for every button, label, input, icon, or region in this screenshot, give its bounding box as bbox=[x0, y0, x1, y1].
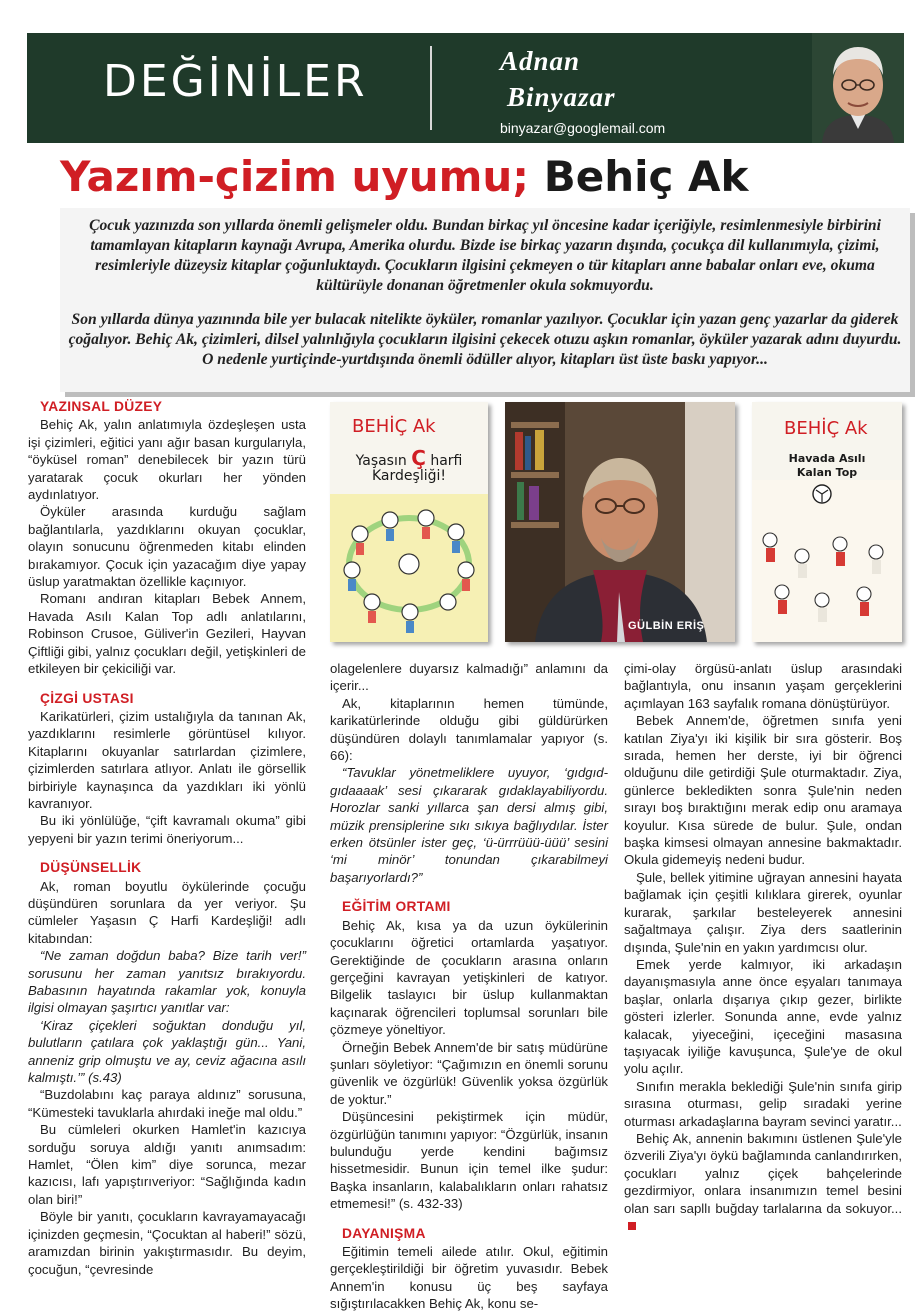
book2-title-line1: Havada Asılı bbox=[788, 452, 866, 465]
paragraph: Bu cümleleri okurken Hamlet'in kazıcıya sorduğu soruya aldığı yanıtı anımsadım: Hamlet, “Ölen kim” diye sorunca, mezar kazıcısı, lafı yapıştırıveriyor: “Sağlığında kadın olan biri!” bbox=[28, 1122, 306, 1207]
column-3 bbox=[624, 660, 902, 1234]
author-first-name: Adnan bbox=[500, 46, 581, 76]
book1-author: BEHİÇ Ak bbox=[352, 416, 436, 437]
article-title bbox=[60, 152, 748, 201]
final-paragraph-text: Behiç Ak, annenin bakımını üstlenen Şule'yle özverili Ziya'yı öykü bağlamında canlandırırken, çocukları yalnız çiçek bahçelerinde gezdirmiyor, onlara insanımızın temel besini olan sarı sapllı buğday tarlalarına da sokuyor... bbox=[624, 1130, 902, 1216]
book1-title-word1: Yaşasın bbox=[355, 453, 407, 469]
paragraph: çimi-olay örgüsü-anlatı üslup arasındaki bağlantıyla, onu insanın yaşam gerçeklerini açımlayan 163 sayfalık romana dönüştürüyor. bbox=[624, 661, 902, 711]
paragraph: Sınıfın merakla beklediği Şule'nin sınıfa girip sırasına oturması, gelip sıradaki yerine oturması arkadaşlarına bayram sevinci yaratır... bbox=[624, 1078, 902, 1129]
quote-paragraph: “Ne zaman doğdun baba? Bize tarih ver!” sorusunu her zaman yanıtsız bırakıyordu. Babasının hayatında rakamlar yok, konuyla ilgisi olmayan şaşırtıcı yanıtlar var: bbox=[28, 948, 306, 1016]
paragraph: “Buzdolabını kaç paraya aldınız” sorusuna, “Kümesteki tavuklarla ahırdaki ineğe mal oldu.” bbox=[28, 1087, 306, 1120]
column-1 bbox=[28, 398, 306, 1278]
paragraph: Ak, kitaplarının hemen tümünde, karikatürlerinde olduğu gibi güldürürken düşündüren dolaylı tanımlamalar yapıyor (s. 66): bbox=[330, 695, 608, 764]
author-email: binyazar@googlemail.com bbox=[500, 120, 666, 136]
section-title: DEĞİNİLER bbox=[103, 56, 368, 107]
subheading-egitim-ortami: EĞİTİM ORTAMI bbox=[342, 899, 451, 915]
paragraph: Eğitimin temeli ailede atılır. Okul, eğitimin gerçekleştirildiği bir öğretim yuvasıdır. Bebek Annem'in konusu üç beş sayfaya sığıştırılacakken Behiç Ak, konu se- bbox=[330, 1244, 608, 1312]
header-divider bbox=[430, 46, 432, 130]
paragraph: Behiç Ak, kısa ya da uzun öykülerinin çocuklarını öğretici ortamlarda yaşatıyor. Gerektiğinde de çocukların arasına onların gerçeğini kavrayan yetişkinleri de katıyor. Bilgelik taslayıcı bir üslup kullanmaktan kaçınarak öğrencileri toplumsal sorunları bile çözmeye yöneltiyor. bbox=[330, 917, 608, 1038]
author-portrait bbox=[812, 33, 904, 143]
subheading-dayanisma: DAYANIŞMA bbox=[342, 1225, 426, 1241]
quote-paragraph: “Tavuklar yönetmeliklere uyuyor, ‘gıdgıd-gıdaaaak’ sesi çıkararak gıdaklayabiliyordu. Horozlar sanki yıllarca şan dersi almış gibi, müzik prensiplerine sıkı sıkıya bağlıydılar. İster erken ötsünler ister geç, ‘ü-ürrrüüü-üüü’ sesini ‘mi minör’ tonundan çıkarabilmeyi başarıyorlardı?” bbox=[330, 765, 608, 885]
book2-author: BEHİÇ Ak bbox=[784, 418, 868, 439]
column-2 bbox=[330, 660, 608, 1313]
paragraph: Bu iki yönlülüğe, “çift kavramalı okuma” gibi yepyeni bir yazın terimi öneriyorum... bbox=[28, 813, 306, 846]
paragraph: Örneğin Bebek Annem'de bir satış müdürüne şunları söyletiyor: “Çağımızın en önemli sorunu güvenlik ve özgürlük! Güvenlik yoksa özgürlük de yoktur.” bbox=[330, 1039, 608, 1107]
subheading-yazinsal-duzey: YAZINSAL DÜZEY bbox=[40, 399, 163, 414]
paragraph: Düşüncesini pekiştirmek için müdür, özgürlüğün tanımını yapıyor: “Özgürlük, insanın bulunduğu yerde kendini bağımsız hissetmesidir. Bunun için temel ilke şudur: Başka insanların, kalabalıkların onları rahatsız etmemesi!” (s. 432-33) bbox=[330, 1109, 608, 1212]
paragraph: Ak, roman boyutlu öykülerinde çocuğu düşündüren sorunlara da yer veriyor. Şu cümleler Yaşasın Ç Harfi Kardeşliği! adlı kitabından: bbox=[28, 878, 306, 946]
lead-paragraph-1: Çocuk yazınızda son yıllarda önemli gelişmeler oldu. Bundan birkaç yıl öncesine kadar içeriğiyle, resimlenmesiyle birbirini tamamlayan kitapların kaynağı Avrupa, Amerika olurdu. Bizde ise birkaç yazarın dışında, çocukça dil kullanımıyla, çizimi, resimleriyle düzeysiz kitaplar çoğunluktaydı. Çocukların ilgisini çekmeyen o tür kitapları anne babalar onları eve, okuma kültürüyle donanan öğretmenler okula sokmuyordu. bbox=[89, 217, 881, 294]
paragraph: Öyküler arasında kurduğu sağlam bağlantılarla, yazdıklarını okuyan çocuklar, olayın sonucunu öğrenmeden kitabı elinden bırakamıyor. Çocuk için yazacağım diye yapay üslup yaratmaktan özellikle kaçınıyor. bbox=[28, 504, 306, 590]
paragraph: Bebek Annem'de, öğretmen sınıfa yeni katılan Ziya'yı iki kişilik bir sıra gösterir. Boş sırada, hemen her derste, iyi bir öğrenci olduğunu dile getirdiği Şule oturmaktadır. Ziya, günlerce bekledikten sonra Şule'nin neden sırayı boş bıraktığını merak edip onu aramaya koyulur. Kısa sürede de bulur. Şule, ondan başka kimsesi olmayan annesine bakmaktadır. Okula gidemeyiş nedeni budur. bbox=[624, 713, 902, 868]
title-subject: Behiç Ak bbox=[543, 152, 749, 201]
title-main: Yazım-çizim uyumu; bbox=[60, 152, 530, 201]
quote-paragraph: ‘Kiraz çiçekleri soğuktan donduğu yıl, bulutların çatılara çok yaklaştığı gün... Yani, anneniz grip olmuştu ve ay, ceviz ağacına asılı kalmıştı.’” (s.43) bbox=[28, 1017, 306, 1086]
paragraph: olagelenlere duyarsız kalmadığı” anlamını da içerir... bbox=[330, 661, 608, 694]
author-last-name: Binyazar bbox=[507, 82, 616, 112]
book1-title-word3: Kardeşliği! bbox=[372, 468, 446, 484]
lead-paragraph-2: Son yıllarda dünya yazınında bile yer bulacak nitelikte öyküler, romanlar yazılıyor. Çocuklar için yazan genç yazarlar da giderek çoğalıyor. Behiç Ak, çizimleri, dilsel yalınlığıyla çocukların ilgisini çekecek otuzu aşkın romanlar, öyküler yazarak adını duyurdu. O nedenle yurtiçinde-yurtdışında önemli ödüller alıyor, kitapları üst üste baskı yapıyor... bbox=[68, 311, 902, 368]
book2-illustration bbox=[752, 480, 902, 642]
book1-illustration bbox=[330, 494, 488, 642]
subheading-cizgi-ustasi: ÇİZGİ USTASI bbox=[40, 690, 134, 706]
end-mark-icon bbox=[628, 1222, 636, 1230]
photo-credit: GÜLBİN ERİŞ bbox=[628, 620, 705, 632]
behic-ak-photo bbox=[505, 402, 735, 642]
book1-title-letter: Ç bbox=[411, 446, 426, 470]
paragraph: Karikatürleri, çizim ustalığıyla da tanınan Ak, yazdıklarını resimlerle görüntüsel kılıyor. Kitaplarını okuyanlar satırlardan çizimlere, çizimlerden satırlara atlıyor. Anlatı ile görsellik birbiriyle kaynaşınca da yazdıkları iki yönlü kavranıyor. bbox=[28, 708, 306, 811]
paragraph: Romanı andıran kitapları Bebek Annem, Havada Asılı Kalan Top adlı anlatılarını, Robinson Crusoe, Güliver'in Gezileri, Hayvan Çiftliği gibi, yalnız çocukları değil, yetişkinleri de etkileyen bir çekiciliği var. bbox=[28, 591, 306, 677]
paragraph: Emek yerde kalmıyor, iki arkadaşın dayanışmasıyla anne önce eşyaları tanımaya başlar, onlarla dışarıya çıkıp gezer, birlikte gösteri izlerler. Sonunda anne, evde yalnız kalacak, yiyeceğini, içeceğini masasına taşıyacak iyiliğe kavuşunca, Şule'ye de okul yolu açılır. bbox=[624, 956, 902, 1077]
subheading-dusunsellik: DÜŞÜNSELLİK bbox=[40, 860, 142, 876]
portrait-illustration bbox=[505, 402, 735, 642]
book1-title-word2: harfi bbox=[430, 453, 463, 469]
book2-title-line2: Kalan Top bbox=[796, 466, 858, 479]
book-cover-yasasin-c-harfi bbox=[330, 402, 488, 642]
final-paragraph bbox=[624, 1130, 902, 1234]
paragraph: Behiç Ak, yalın anlatımıyla özdeşleşen usta işi çizimleri, eğitici yanı ağır basan kurgularıyla, “öyküsel roman” denebilecek bir yazın türü yaratarak çocuk okurları her yönden aydınlatıyor. bbox=[28, 417, 306, 503]
book-cover-havada-asili-kalan-top bbox=[752, 402, 902, 642]
paragraph: Böyle bir yanıtı, çocukların kavrayamayacağı içinizden geçmesin, “Çocuktan al haberi!” sözü, aramızdan birinin yakıştırmasıdır. Bu deyim, çocuğun, “çevresinde bbox=[28, 1209, 306, 1277]
paragraph: Şule, bellek yitimine uğrayan annesini hayata bağlamak için çeşitli kılıklara girerek, oyunlar kurarak, şarkılar besteleyerek annesini sağaltmaya çalışır. Ziya ders saatlerinin dışında, Şule'nin en yakın yardımcısı olur. bbox=[624, 869, 902, 955]
